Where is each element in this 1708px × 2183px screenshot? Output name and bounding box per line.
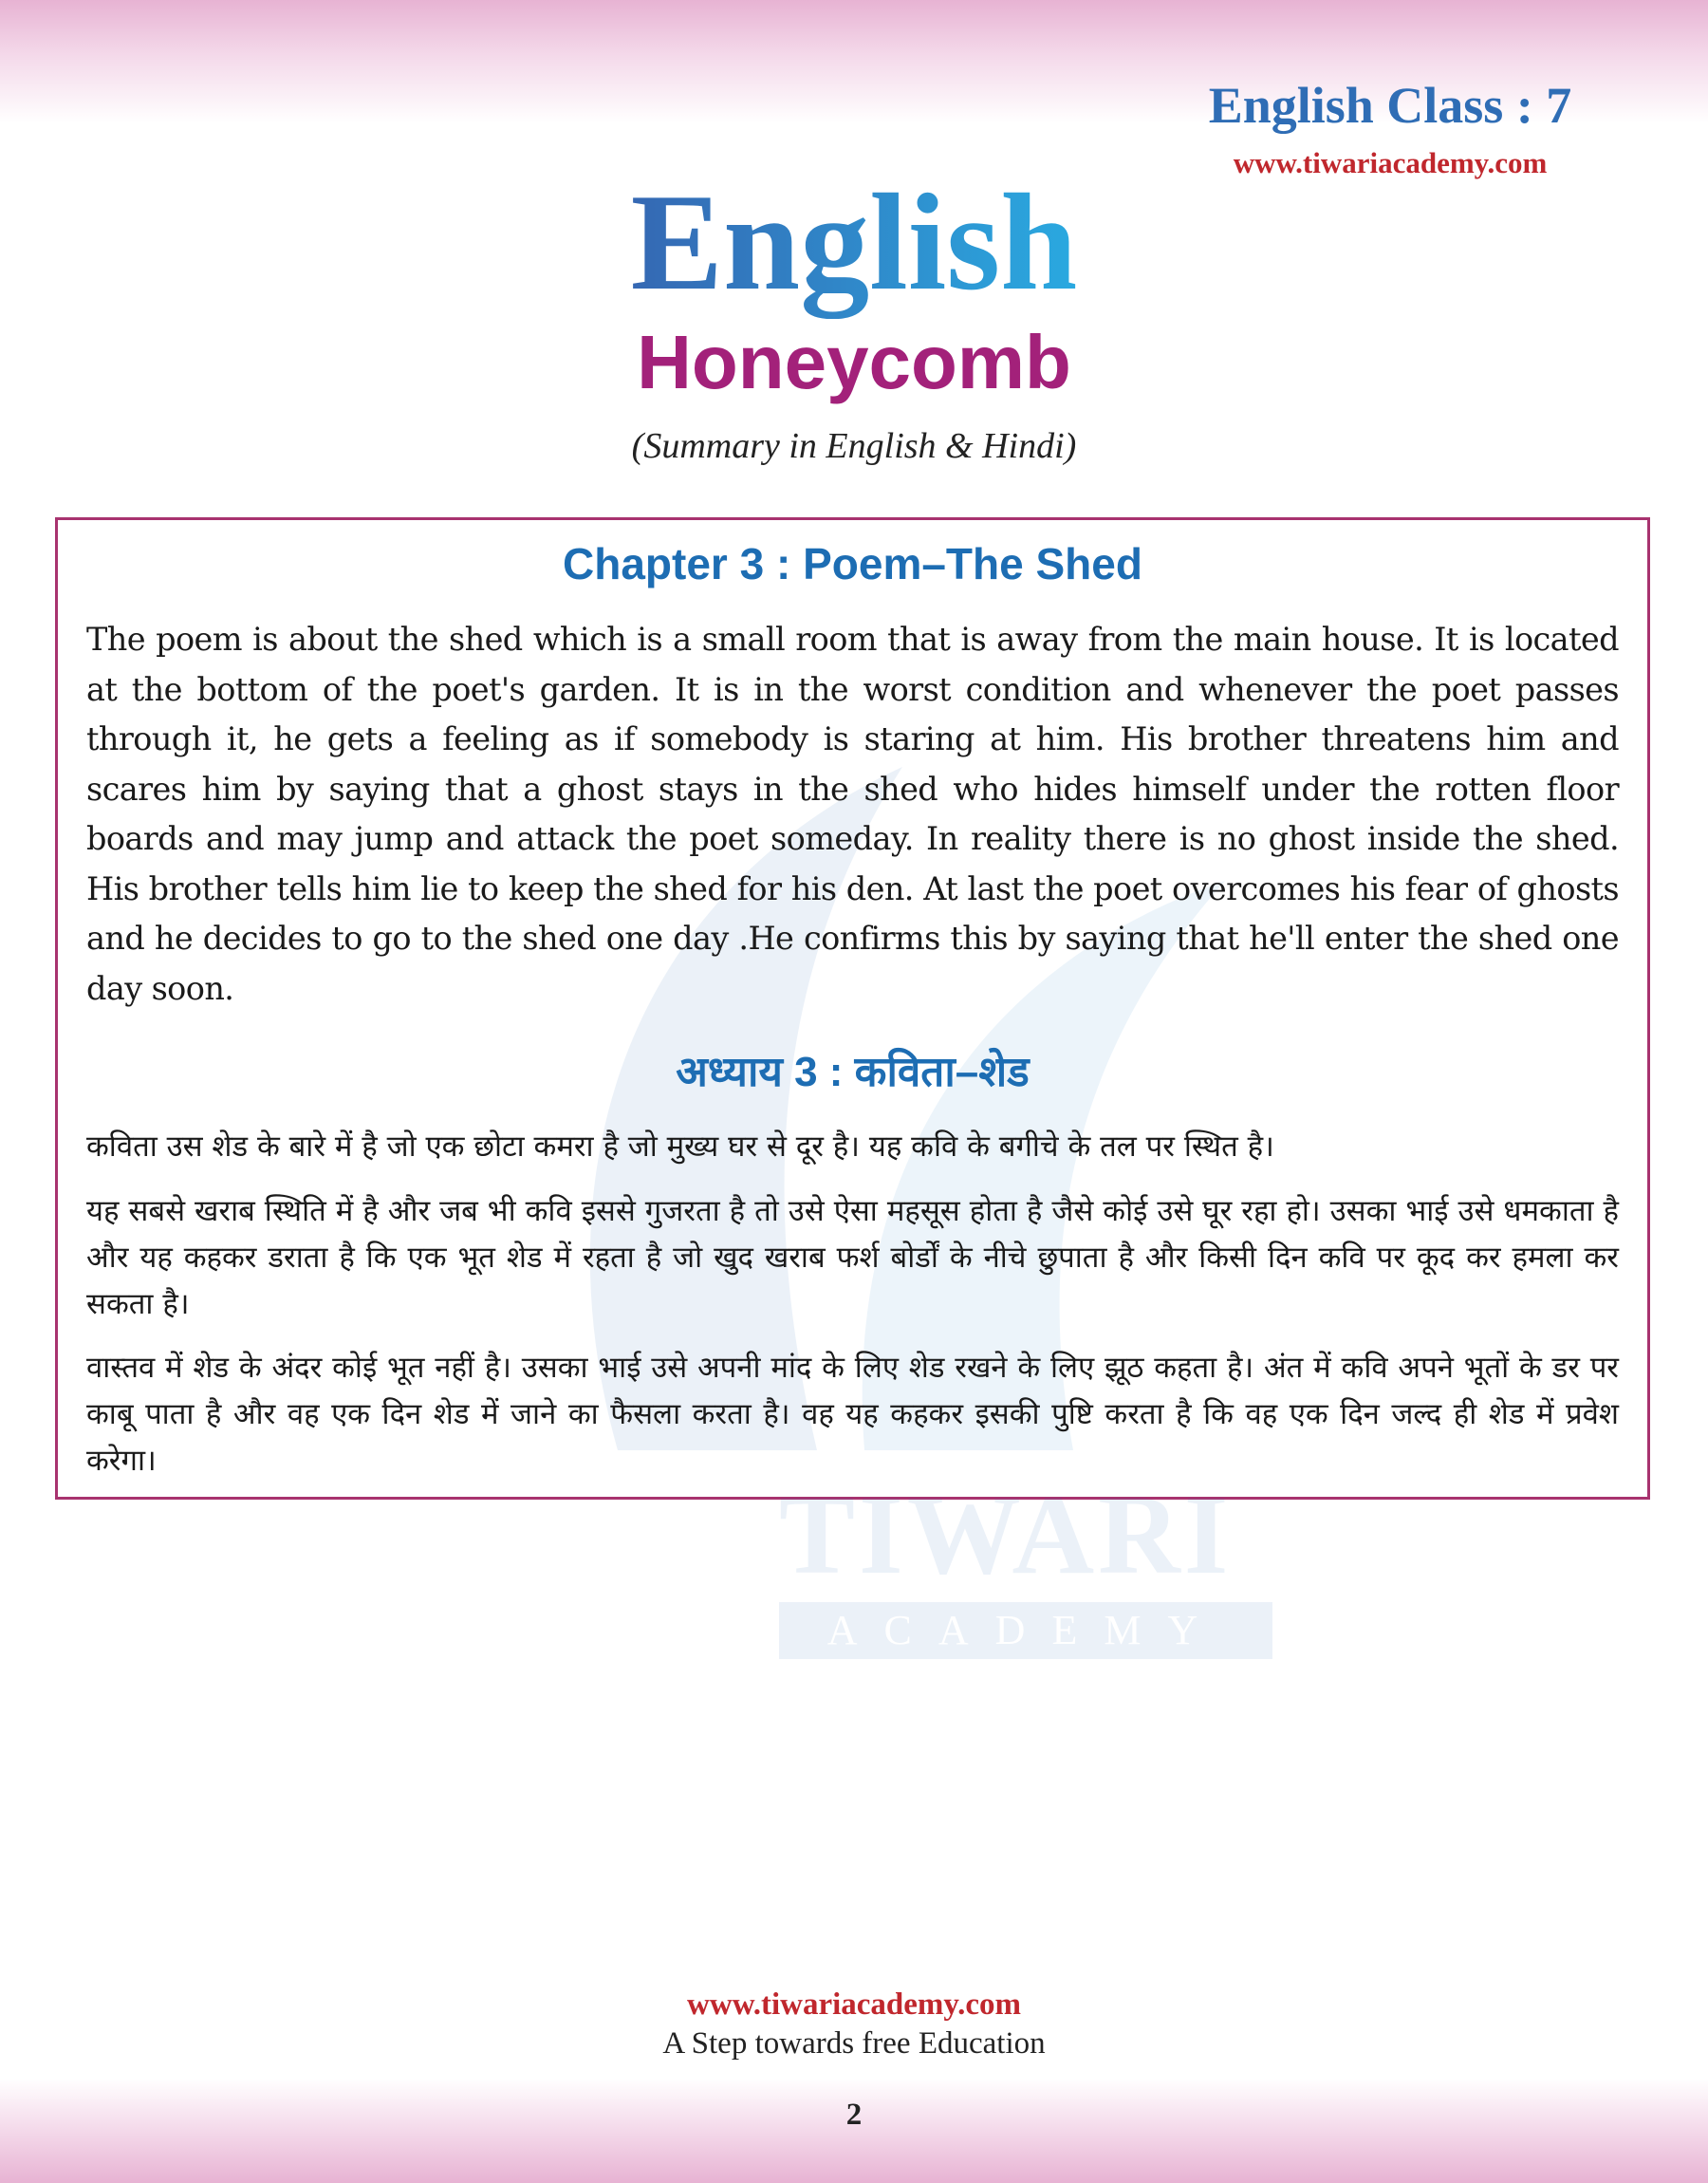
watermark-brand: TIWARI [779,1471,1233,1597]
class-label: English Class : 7 [1208,77,1572,134]
summary-paragraph-hindi-2: यह सबसे खराब स्थिति में है और जब भी कवि इससे गुजरता है तो उसे ऐसा महसूस होता है जैसे कोई उसे घूर रहा हो। उसका भाई उसे धमकाता है और यह कहकर डराता है कि एक भूत शेड में रहता है जो खुद खराब फर्श बोर्डों के नीचे छुपाता है और किसी दिन कवि पर कूद कर हमला कर सकता है। [86,1194,1619,1321]
footer-website-link[interactable]: www.tiwariacademy.com [687,1987,1021,2022]
book-title: Honeycomb [637,320,1071,404]
summary-paragraph-english: The poem is about the shed which is a small room that is away from the main house. It is located at the bottom of the poet's garden. It is in the worst condition and whenever the poet passes through it, he gets a feeling as if somebody is staring at him. His brother threatens him and scares him by saying that a ghost stays in the shed who hides himself under the rotten floor boards and may jump and attack the poet someday. In reality there is no ghost inside the shed. His brother tells him lie to keep the shed for his den. At last the poet overcomes his fear of ghosts and he decides to go to the shed one day .He confirms this by saying that he'll enter the shed one day soon. [86,621,1619,1007]
chapter-heading-english: Chapter 3 : Poem–The Shed [563,539,1142,588]
summary-paragraph-hindi-1: कविता उस शेड के बारे में है जो एक छोटा कमरा है जो मुख्य घर से दूर है। यह कवि के बगीचे के तल पर स्थित है। [86,1129,1274,1164]
summary-paragraph-hindi-3: वास्तव में शेड के अंदर कोई भूत नहीं है। उसका भाई उसे अपनी मांद के लिए शेड रखने के लिए झूठ कहता है। अंत में कवि अपने भूतों के डर पर काबू पाता है और वह एक दिन शेड में जाने का फैसला करता है। वह यह कहकर इसकी पुष्टि करता है कि वह एक दिन जल्द ही शेड में प्रवेश करेगा। [86,1351,1619,1478]
page-title [0,165,1708,319]
watermark-sub: ACADEMY [779,1602,1272,1659]
page-number: 2 [845,2098,863,2132]
footer-tagline: A Step towards free Education [662,2026,1046,2061]
summary-note: (Summary in English & Hindi) [631,426,1077,466]
chapter-summary-box [55,517,1650,1653]
chapter-heading-hindi: अध्याय 3 : कविता–शेड [676,1049,1030,1095]
header-website-link[interactable]: www.tiwariacademy.com [1233,146,1548,179]
page-title-text: English [630,165,1078,319]
